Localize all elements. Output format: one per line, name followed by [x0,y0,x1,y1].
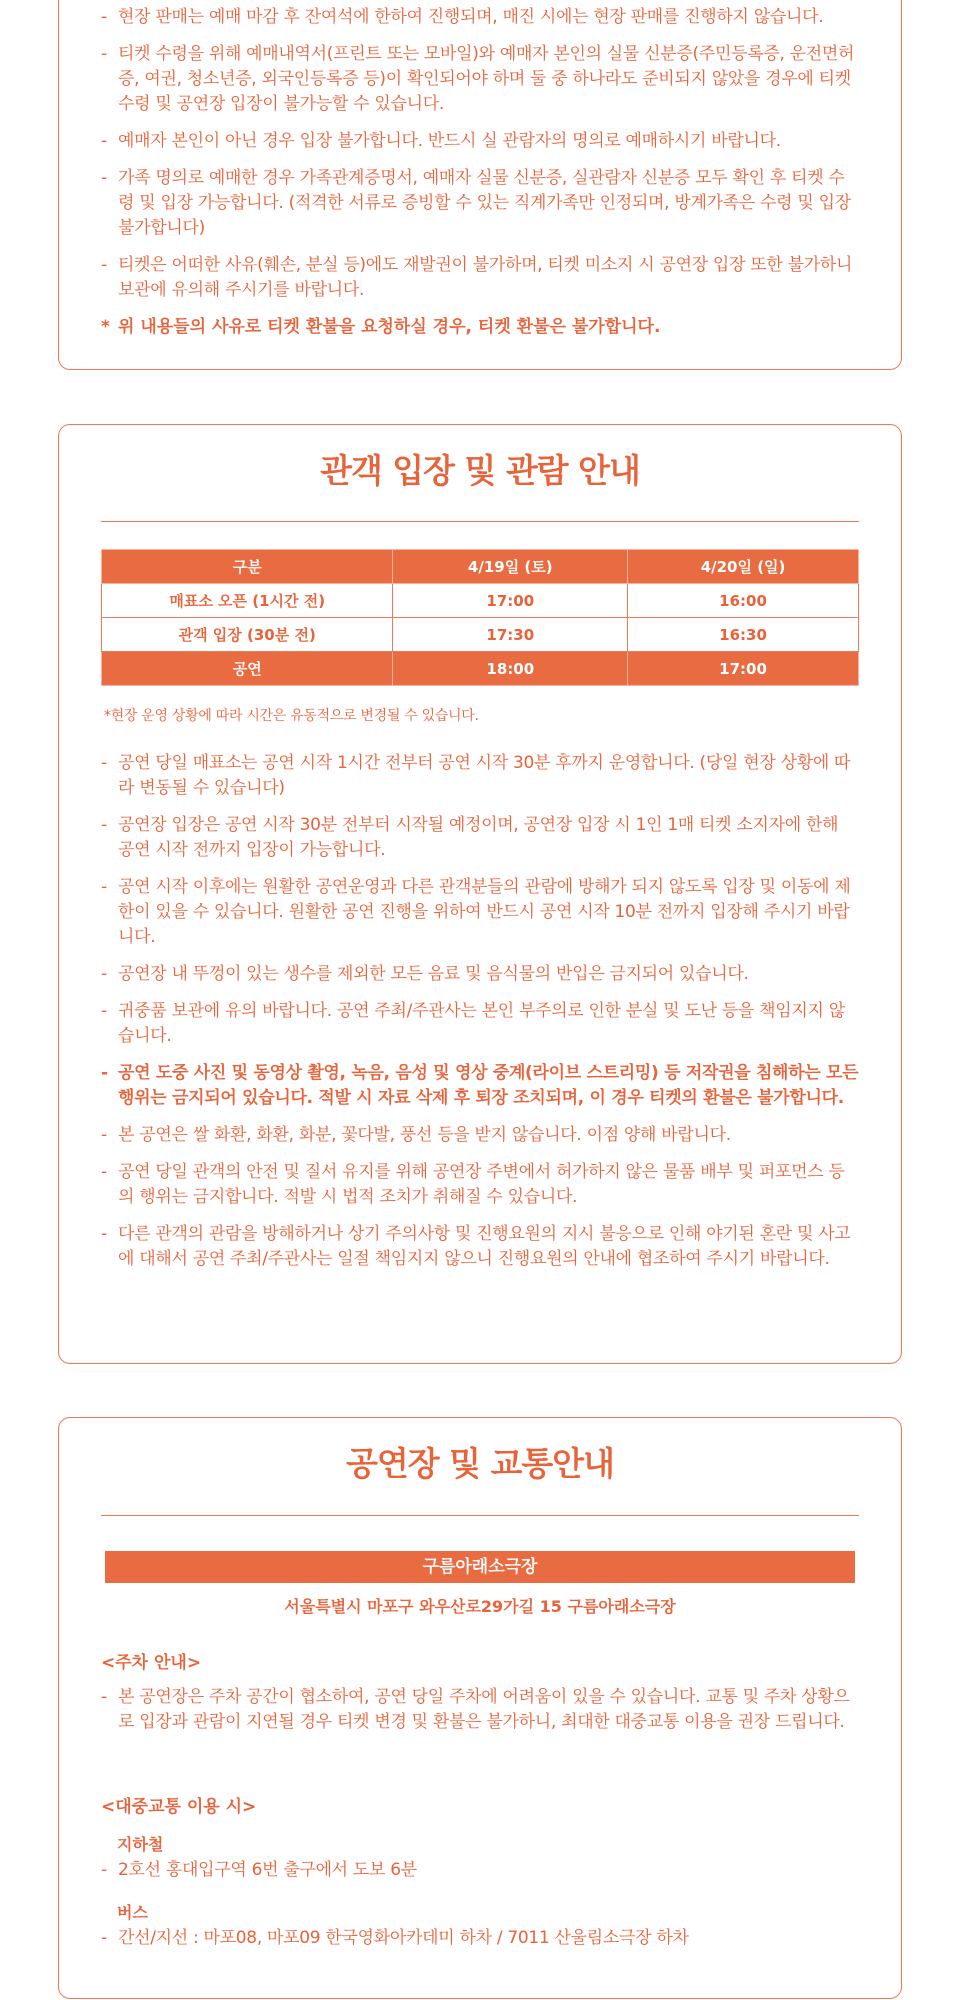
list-item: - 2호선 홍대입구역 6번 출구에서 도보 6분 [101,1858,859,1883]
title-divider [101,1515,859,1516]
parking-list [101,1685,859,1735]
list-item: - 공연 도중 사진 및 동영상 촬영, 녹음, 음성 및 영상 중계(라이브 스트리밍) 등 저작권을 침해하는 모든 행위는 금지되어 있습니다. 적발 시 자료 삭제 후 퇴장 조치되며, 이 경우 티켓의 환불은 불가합니다. [101,1061,859,1111]
list-item: - 티켓은 어떠한 사유(훼손, 분실 등)에도 재발권이 불가하며, 티켓 미소지 시 공연장 입장 또한 불가하니 보관에 유의해 주시기를 바랍니다. [101,253,859,303]
footnote-text: 위 내용들의 사유로 티켓 환불을 요청하실 경우, 티켓 환불은 불가합니다. [118,317,661,337]
list-item: - 공연장 입장은 공연 시작 30분 전부터 시작될 예정이며, 공연장 입장 시 1인 1매 티켓 소지자에 한해 공연 시작 전까지 입장이 가능합니다. [101,813,859,863]
venue-address: 서울특별시 마포구 와우산로29가길 15 구름아래소극장 [284,1597,676,1616]
footnote-mark: * [101,317,110,337]
list-item: - 공연 시작 이후에는 원활한 공연운영과 다른 관객분들의 관람에 방해가 되지 않도록 입장 및 이동에 제한이 있을 수 있습니다. 원활한 공연 진행을 위하여 반드시 공연 시작 10분 전까지 입장해 주시기 바랍니다. [101,875,859,950]
table-row [102,584,859,618]
title-divider [101,521,859,522]
venue-name-bar: 구름아래소극장 [105,1551,855,1583]
table-header: 4/19일 (토) [393,550,628,584]
transit-heading: <대중교통 이용 시> [101,1797,257,1817]
table-header-row [102,550,859,584]
list-item: - 다른 관객의 관람을 방해하거나 상기 주의사항 및 진행요원의 지시 불응으로 인해 야기된 혼란 및 사고에 대해서 공연 주최/주관사는 일절 책임지지 않으니 진행요원의 안내에 협조하여 주시기 바랍니다. [101,1222,859,1272]
list-item: - 간선/지선 : 마포08, 마포09 한국영화아카데미 하차 / 7011 산울림소극장 하차 [101,1926,859,1951]
ticket-notes-list [101,5,859,303]
parking-heading: <주차 안내> [101,1653,202,1673]
bus-list [101,1926,859,1951]
table-cell: 공연 [102,652,393,686]
ticket-notes-card [58,0,902,370]
table-header: 구분 [102,550,393,584]
schedule-table [101,549,859,686]
refund-footnote [101,315,859,340]
table-cell: 17:00 [628,652,859,686]
table-cell: 관객 입장 (30분 전) [102,618,393,652]
list-item: - 공연 당일 관객의 안전 및 질서 유지를 위해 공연장 주변에서 허가하지 않은 물품 배부 및 퍼포먼스 등의 행위는 금지합니다. 적발 시 법적 조치가 취해질 수 있습니다. [101,1160,859,1210]
table-cell: 매표소 오픈 (1시간 전) [102,584,393,618]
list-item: - 공연 당일 매표소는 공연 시작 1시간 전부터 공연 시작 30분 후까지 운영합니다. (당일 현장 상황에 따라 변동될 수 있습니다) [101,751,859,801]
entry-guide-title: 관객 입장 및 관람 안내 [320,451,640,490]
table-header: 4/20일 (일) [628,550,859,584]
list-item: - 본 공연은 쌀 화환, 화환, 화분, 꽃다발, 풍선 등을 받지 않습니다. 이점 양해 바랍니다. [101,1123,859,1148]
table-cell: 17:00 [393,584,628,618]
table-row [102,652,859,686]
list-item: - 본 공연장은 주차 공간이 협소하여, 공연 당일 주차에 어려움이 있을 수 있습니다. 교통 및 주차 상황으로 입장과 관람이 지연될 경우 티켓 변경 및 환불은 불가하니, 최대한 대중교통 이용을 권장 드립니다. [101,1685,859,1735]
table-cell: 16:00 [628,584,859,618]
entry-guide-card [58,424,902,1364]
list-item: - 예매자 본인이 아닌 경우 입장 불가합니다. 반드시 실 관람자의 명의로 예매하시기 바랍니다. [101,129,859,154]
table-cell: 17:30 [393,618,628,652]
table-row [102,618,859,652]
entry-guide-list [101,751,859,1272]
list-item: - 가족 명의로 예매한 경우 가족관계증명서, 예매자 실물 신분증, 실관람자 신분증 모두 확인 후 티켓 수령 및 입장 가능합니다. (적격한 서류로 증빙할 수 있는 직계가족만 인정되며, 방계가족은 수령 및 입장 불가합니다) [101,166,859,241]
list-item: - 현장 판매는 예매 마감 후 잔여석에 한하여 진행되며, 매진 시에는 현장 판매를 진행하지 않습니다. [101,5,859,30]
subway-list [101,1858,859,1883]
table-cell: 16:30 [628,618,859,652]
subway-label: 지하철 [117,1835,164,1854]
list-item: - 공연장 내 뚜껑이 있는 생수를 제외한 모든 음료 및 음식물의 반입은 금지되어 있습니다. [101,962,859,987]
list-item: - 티켓 수령을 위해 예매내역서(프린트 또는 모바일)와 예매자 본인의 실물 신분증(주민등록증, 운전면허증, 여권, 청소년증, 외국인등록증 등)이 확인되어야 하며 둘 중 하나라도 준비되지 않았을 경우에 티켓 수령 및 공연장 입장이 불가능할 수 있습니다. [101,42,859,117]
bus-label: 버스 [117,1903,148,1922]
table-cell: 18:00 [393,652,628,686]
list-item: - 귀중품 보관에 유의 바랍니다. 공연 주최/주관사는 본인 부주의로 인한 분실 및 도난 등을 책임지지 않습니다. [101,999,859,1049]
venue-title: 공연장 및 교통안내 [345,1444,614,1483]
ticket-notes-body [101,5,859,340]
venue-card [58,1417,902,1999]
table-note: *현장 운영 상황에 따라 시간은 유동적으로 변경될 수 있습니다. [104,708,479,724]
